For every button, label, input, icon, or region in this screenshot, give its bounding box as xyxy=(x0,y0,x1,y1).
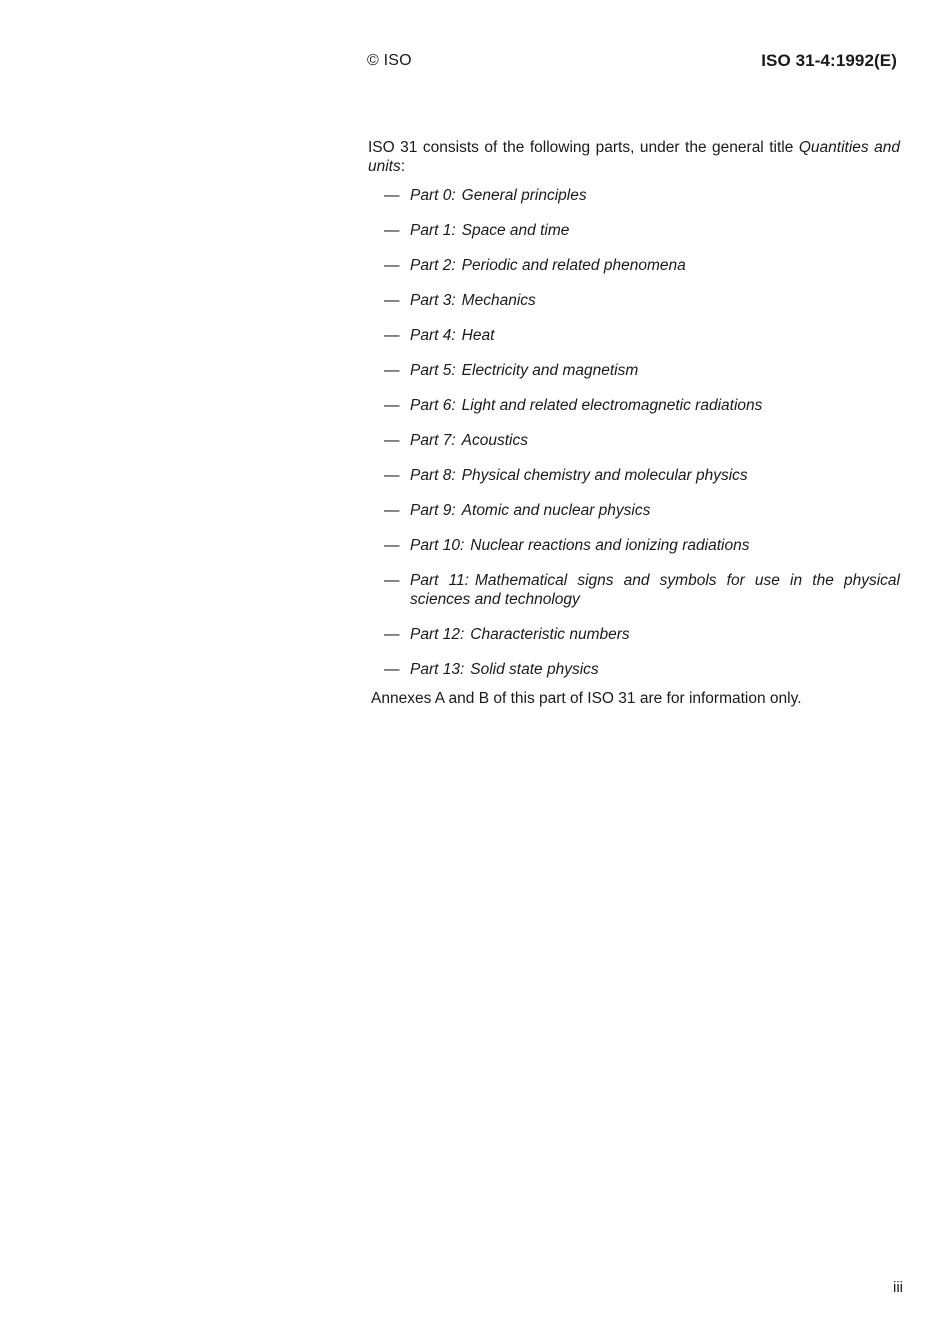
part-number: Part 9: xyxy=(410,502,456,519)
list-item xyxy=(368,186,900,205)
em-dash: — xyxy=(384,327,400,344)
foreword-content xyxy=(368,138,900,708)
list-item xyxy=(368,536,900,555)
part-title: Mathematical signs and symbols for use in the physical sciences and technology xyxy=(410,572,900,608)
list-item xyxy=(368,466,900,485)
copyright-notice: © ISO xyxy=(367,52,412,69)
list-item xyxy=(368,396,900,415)
em-dash: — xyxy=(384,397,400,414)
part-title: Characteristic numbers xyxy=(470,626,630,643)
em-dash: — xyxy=(384,572,400,589)
part-number: Part 0: xyxy=(410,187,456,204)
em-dash: — xyxy=(384,661,400,678)
part-title: Electricity and magnetism xyxy=(461,362,639,379)
part-title: Space and time xyxy=(461,222,570,239)
em-dash: — xyxy=(384,467,400,484)
em-dash: — xyxy=(384,292,400,309)
part-title: Nuclear reactions and ionizing radiations xyxy=(470,537,750,554)
em-dash: — xyxy=(384,257,400,274)
list-item xyxy=(368,571,900,609)
page-number: iii xyxy=(893,1279,903,1296)
part-number: Part 6: xyxy=(410,397,456,414)
part-number: Part 5: xyxy=(410,362,456,379)
list-item xyxy=(368,361,900,380)
em-dash: — xyxy=(384,362,400,379)
part-title: Atomic and nuclear physics xyxy=(461,502,651,519)
part-number: Part 1: xyxy=(410,222,456,239)
em-dash: — xyxy=(384,432,400,449)
parts-list xyxy=(368,186,900,679)
part-title: Periodic and related phenomena xyxy=(461,257,686,274)
part-number: Part 7: xyxy=(410,432,456,449)
part-number: Part 13: xyxy=(410,661,465,678)
standard-identifier: ISO 31-4:1992(E) xyxy=(761,51,897,70)
part-title: Heat xyxy=(461,327,495,344)
intro-colon: : xyxy=(400,158,406,175)
list-item xyxy=(368,256,900,275)
list-item xyxy=(368,501,900,520)
general-title: Quantities and units xyxy=(368,139,900,175)
annex-note: Annexes A and B of this part of ISO 31 are for information only. xyxy=(371,690,802,707)
part-title: Solid state physics xyxy=(470,661,599,678)
list-item xyxy=(368,431,900,450)
em-dash: — xyxy=(384,537,400,554)
em-dash: — xyxy=(384,222,400,239)
part-number: Part 8: xyxy=(410,467,456,484)
em-dash: — xyxy=(384,626,400,643)
part-title: General principles xyxy=(461,187,587,204)
part-number: Part 4: xyxy=(410,327,456,344)
part-number: Part 3: xyxy=(410,292,456,309)
part-title: Mechanics xyxy=(461,292,536,309)
intro-paragraph xyxy=(368,138,900,176)
list-item xyxy=(368,625,900,644)
part-number: Part 10: xyxy=(410,537,465,554)
part-title: Physical chemistry and molecular physics xyxy=(461,467,748,484)
em-dash: — xyxy=(384,502,400,519)
em-dash: — xyxy=(384,187,400,204)
part-number: Part 12: xyxy=(410,626,465,643)
intro-text: ISO 31 consists of the following parts, under the general title xyxy=(368,139,799,156)
part-number: Part 11: xyxy=(410,572,469,589)
list-item xyxy=(368,326,900,345)
part-title: Light and related electromagnetic radiations xyxy=(461,397,763,414)
part-title: Acoustics xyxy=(461,432,529,449)
list-item xyxy=(368,291,900,310)
part-number: Part 2: xyxy=(410,257,456,274)
list-item xyxy=(368,221,900,240)
list-item xyxy=(368,660,900,679)
